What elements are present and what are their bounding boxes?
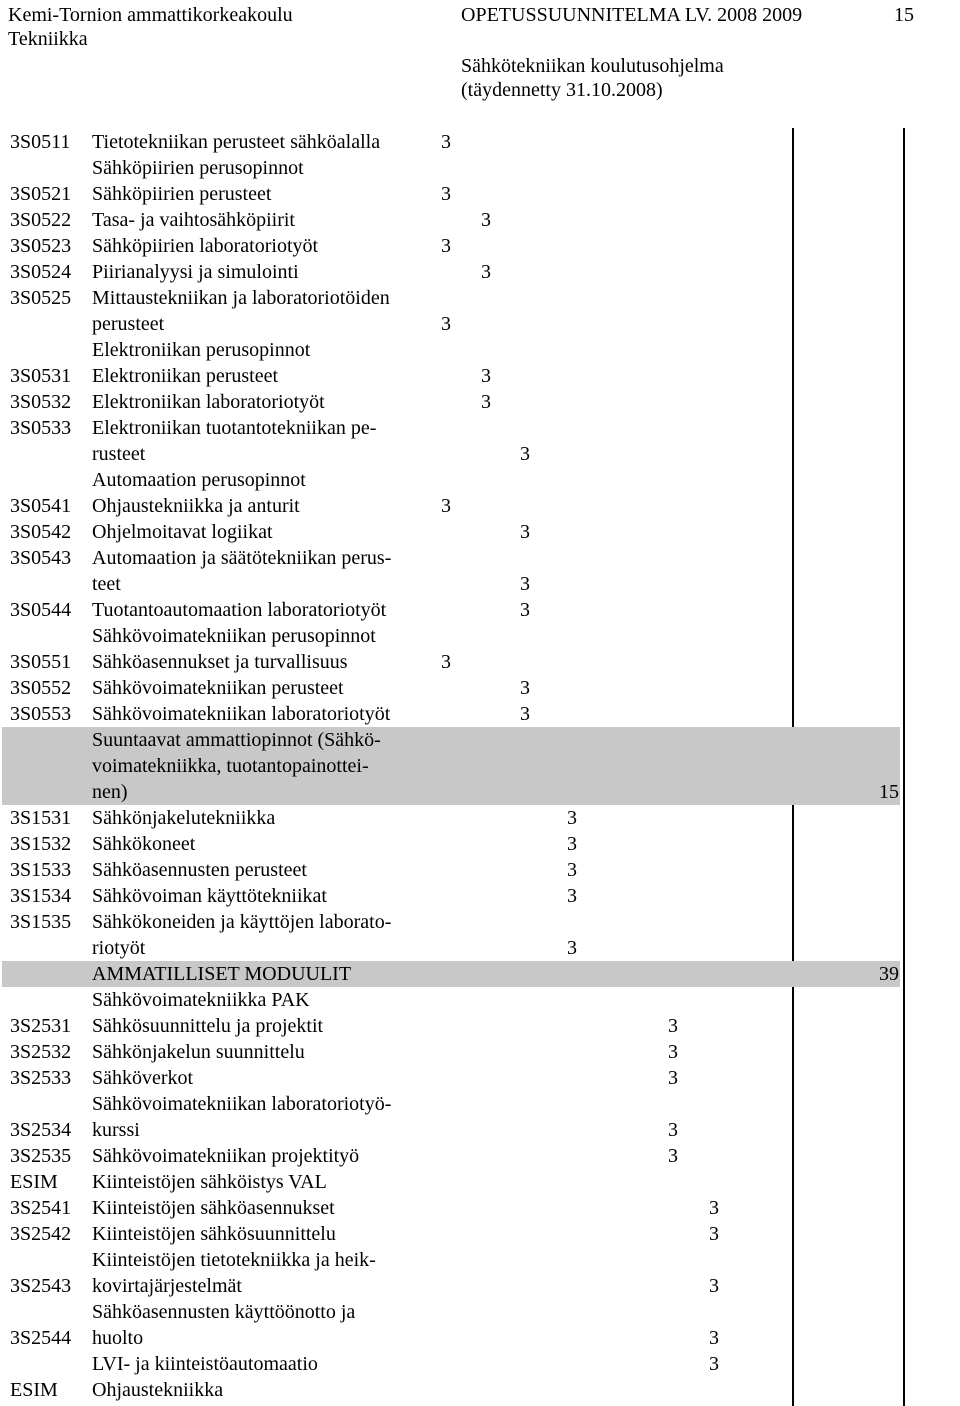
- document-title: OPETUSSUUNNITELMA LV. 2008 2009: [461, 4, 803, 26]
- course-credits: 3: [709, 1327, 719, 1349]
- table-row: [0, 935, 960, 961]
- course-code: 3S2531: [10, 1015, 72, 1037]
- course-credits: 3: [567, 807, 577, 829]
- course-credits: 15: [879, 781, 899, 803]
- table-row: [0, 883, 960, 909]
- course-credits: 3: [520, 573, 530, 595]
- course-credits: 3: [520, 677, 530, 699]
- course-code: 3S1535: [10, 911, 72, 933]
- course-credits: 3: [709, 1275, 719, 1297]
- table-row: [0, 1299, 960, 1325]
- course-code: ESIM: [10, 1171, 58, 1193]
- table-row: [0, 1143, 960, 1169]
- course-credits: 3: [567, 937, 577, 959]
- course-credits: 3: [567, 885, 577, 907]
- table-row: [0, 519, 960, 545]
- course-credits: 3: [567, 833, 577, 855]
- table-row: [0, 1351, 960, 1377]
- table-row: [0, 961, 960, 987]
- course-code: 3S0531: [10, 365, 72, 387]
- course-code: 3S0525: [10, 287, 72, 309]
- course-code: 3S1534: [10, 885, 72, 907]
- course-credits: 3: [441, 495, 451, 517]
- course-credits: 3: [520, 521, 530, 543]
- course-name: Tietotekniikan perusteet sähköalalla: [92, 131, 381, 153]
- course-name: Kiinteistöjen sähkösuunnittelu: [92, 1223, 336, 1245]
- table-row: [0, 1273, 960, 1299]
- course-name: Elektroniikan perusteet: [92, 365, 279, 387]
- course-name: Sähkövoimatekniikka PAK: [92, 989, 310, 1011]
- course-credits: 3: [441, 313, 451, 335]
- course-name: kovirtajärjestelmät: [92, 1275, 242, 1297]
- course-name: Sähköasennukset ja turvallisuus: [92, 651, 348, 673]
- course-name: Sähköasennusten käyttöönotto ja: [92, 1301, 356, 1323]
- table-row: [0, 1195, 960, 1221]
- table-row: [0, 389, 960, 415]
- course-credits: 3: [520, 703, 530, 725]
- table-row: [0, 857, 960, 883]
- course-credits: 3: [441, 651, 451, 673]
- course-name: Sähkövoimatekniikan laboratoriotyöt: [92, 703, 391, 725]
- course-name: Sähkönjakelutekniikka: [92, 807, 276, 829]
- course-code: 3S0511: [10, 131, 71, 153]
- course-code: 3S2535: [10, 1145, 72, 1167]
- course-credits: 3: [481, 391, 491, 413]
- course-code: 3S2532: [10, 1041, 72, 1063]
- course-code: 3S0552: [10, 677, 72, 699]
- course-code: 3S0522: [10, 209, 72, 231]
- course-name: Sähkövoimatekniikan projektityö: [92, 1145, 360, 1167]
- course-name: Ohjaustekniikka ja anturit: [92, 495, 300, 517]
- table-row: [0, 545, 960, 571]
- table-row: [0, 415, 960, 441]
- course-credits: 3: [520, 599, 530, 621]
- table-row: [0, 753, 960, 779]
- table-row: [0, 571, 960, 597]
- table-row: [0, 1221, 960, 1247]
- table-row: [0, 363, 960, 389]
- course-credits: 3: [481, 209, 491, 231]
- course-code: 3S0533: [10, 417, 72, 439]
- course-name: Sähkösuunnittelu ja projektit: [92, 1015, 324, 1037]
- course-name: Sähköasennusten perusteet: [92, 859, 307, 881]
- course-name: Sähkövoimatekniikan perusopinnot: [92, 625, 376, 647]
- course-name: Elektroniikan laboratoriotyöt: [92, 391, 325, 413]
- course-name: Sähköverkot: [92, 1067, 194, 1089]
- course-credits: 3: [668, 1015, 678, 1037]
- course-name: Elektroniikan tuotantotekniikan pe-: [92, 417, 377, 439]
- course-credits: 3: [668, 1119, 678, 1141]
- page-number: 15: [894, 4, 914, 26]
- programme-name: Sähkötekniikan koulutusohjelma: [461, 55, 724, 77]
- table-row: [0, 207, 960, 233]
- course-credits: 3: [567, 859, 577, 881]
- course-credits: 39: [879, 963, 899, 985]
- table-row: [0, 701, 960, 727]
- course-name: voimatekniikka, tuotantopainottei-: [92, 755, 369, 777]
- course-name: Elektroniikan perusopinnot: [92, 339, 311, 361]
- table-row: [0, 909, 960, 935]
- course-name: Ohjaustekniikka: [92, 1379, 224, 1401]
- course-code: 3S2542: [10, 1223, 72, 1245]
- course-code: 3S2541: [10, 1197, 72, 1219]
- course-name: Mittaustekniikan ja laboratoriotöiden: [92, 287, 390, 309]
- course-code: 3S0542: [10, 521, 72, 543]
- course-name: Kiinteistöjen sähköasennukset: [92, 1197, 335, 1219]
- course-name: Suuntaavat ammattiopinnot (Sähkö-: [92, 729, 381, 751]
- course-name: kurssi: [92, 1119, 140, 1141]
- table-row: [0, 805, 960, 831]
- course-name: Piirianalyysi ja simulointi: [92, 261, 299, 283]
- course-code: 3S0524: [10, 261, 72, 283]
- table-row: [0, 1065, 960, 1091]
- school-name: Kemi-Tornion ammattikorkeakoulu: [8, 4, 293, 26]
- table-row: [0, 779, 960, 805]
- table-row: [0, 597, 960, 623]
- course-name: Sähkövoimatekniikan laboratoriotyö-: [92, 1093, 392, 1115]
- course-name: Sähköpiirien perusteet: [92, 183, 272, 205]
- table-row: [0, 1117, 960, 1143]
- course-code: 3S2543: [10, 1275, 72, 1297]
- table-row: [0, 1013, 960, 1039]
- course-name: Sähköpiirien laboratoriotyöt: [92, 235, 319, 257]
- course-name: LVI- ja kiinteistöautomaatio: [92, 1353, 318, 1375]
- update-note: (täydennetty 31.10.2008): [461, 79, 663, 101]
- course-name: Automaation perusopinnot: [92, 469, 306, 491]
- course-name: Ohjelmoitavat logiikat: [92, 521, 273, 543]
- table-row: [0, 1325, 960, 1351]
- course-name: huolto: [92, 1327, 144, 1349]
- course-credits: 3: [481, 365, 491, 387]
- course-code: 3S0553: [10, 703, 72, 725]
- course-code: 3S0521: [10, 183, 72, 205]
- course-code: 3S0544: [10, 599, 72, 621]
- course-code: 3S1533: [10, 859, 72, 881]
- table-row: [0, 1039, 960, 1065]
- course-name: Sähköpiirien perusopinnot: [92, 157, 304, 179]
- course-name: Sähkökoneet: [92, 833, 196, 855]
- table-row: [0, 649, 960, 675]
- table-row: [0, 337, 960, 363]
- table-row: [0, 441, 960, 467]
- table-row: [0, 1091, 960, 1117]
- course-credits: 3: [709, 1197, 719, 1219]
- course-name: riotyöt: [92, 937, 146, 959]
- course-code: 3S0551: [10, 651, 72, 673]
- table-row: [0, 285, 960, 311]
- table-row: [0, 311, 960, 337]
- course-code: 3S0541: [10, 495, 72, 517]
- course-credits: 3: [709, 1223, 719, 1245]
- table-row: [0, 1247, 960, 1273]
- course-name: Kiinteistöjen sähköistys VAL: [92, 1171, 327, 1193]
- course-code: 3S0532: [10, 391, 72, 413]
- course-credits: 3: [668, 1145, 678, 1167]
- table-row: [0, 623, 960, 649]
- course-name: Sähkökoneiden ja käyttöjen laborato-: [92, 911, 392, 933]
- course-name: rusteet: [92, 443, 146, 465]
- table-row: [0, 155, 960, 181]
- table-row: [0, 675, 960, 701]
- table-row: [0, 233, 960, 259]
- course-name: Kiinteistöjen tietotekniikka ja heik-: [92, 1249, 376, 1271]
- section-highlight: [2, 779, 900, 805]
- course-name: Sähkövoimatekniikan perusteet: [92, 677, 344, 699]
- course-name: Automaation ja säätötekniikan perus-: [92, 547, 392, 569]
- course-name: teet: [92, 573, 121, 595]
- course-credits: 3: [668, 1041, 678, 1063]
- table-row: [0, 831, 960, 857]
- course-code: 3S0543: [10, 547, 72, 569]
- course-name: nen): [92, 781, 128, 803]
- course-name: Sähkövoiman käyttötekniikat: [92, 885, 327, 907]
- table-row: [0, 467, 960, 493]
- course-credits: 3: [441, 235, 451, 257]
- course-name: AMMATILLISET MODUULIT: [92, 963, 352, 985]
- course-name: Tasa- ja vaihtosähköpiirit: [92, 209, 295, 231]
- course-credits: 3: [441, 183, 451, 205]
- table-row: [0, 727, 960, 753]
- course-code: 3S2534: [10, 1119, 72, 1141]
- course-credits: 3: [441, 131, 451, 153]
- course-name: Sähkönjakelun suunnittelu: [92, 1041, 305, 1063]
- course-code: 3S2544: [10, 1327, 72, 1349]
- course-code: 3S0523: [10, 235, 72, 257]
- faculty-name: Tekniikka: [8, 28, 88, 50]
- table-row: [0, 1169, 960, 1195]
- course-credits: 3: [668, 1067, 678, 1089]
- course-name: Tuotantoautomaation laboratoriotyöt: [92, 599, 387, 621]
- course-name: perusteet: [92, 313, 165, 335]
- table-row: [0, 129, 960, 155]
- table-row: [0, 1377, 960, 1403]
- course-credits: 3: [709, 1353, 719, 1375]
- course-code: 3S2533: [10, 1067, 72, 1089]
- table-row: [0, 493, 960, 519]
- course-credits: 3: [481, 261, 491, 283]
- table-row: [0, 987, 960, 1013]
- table-row: [0, 181, 960, 207]
- course-code: 3S1532: [10, 833, 72, 855]
- course-credits: 3: [520, 443, 530, 465]
- course-code: ESIM: [10, 1379, 58, 1401]
- curriculum-table: [0, 129, 960, 1403]
- course-code: 3S1531: [10, 807, 72, 829]
- table-row: [0, 259, 960, 285]
